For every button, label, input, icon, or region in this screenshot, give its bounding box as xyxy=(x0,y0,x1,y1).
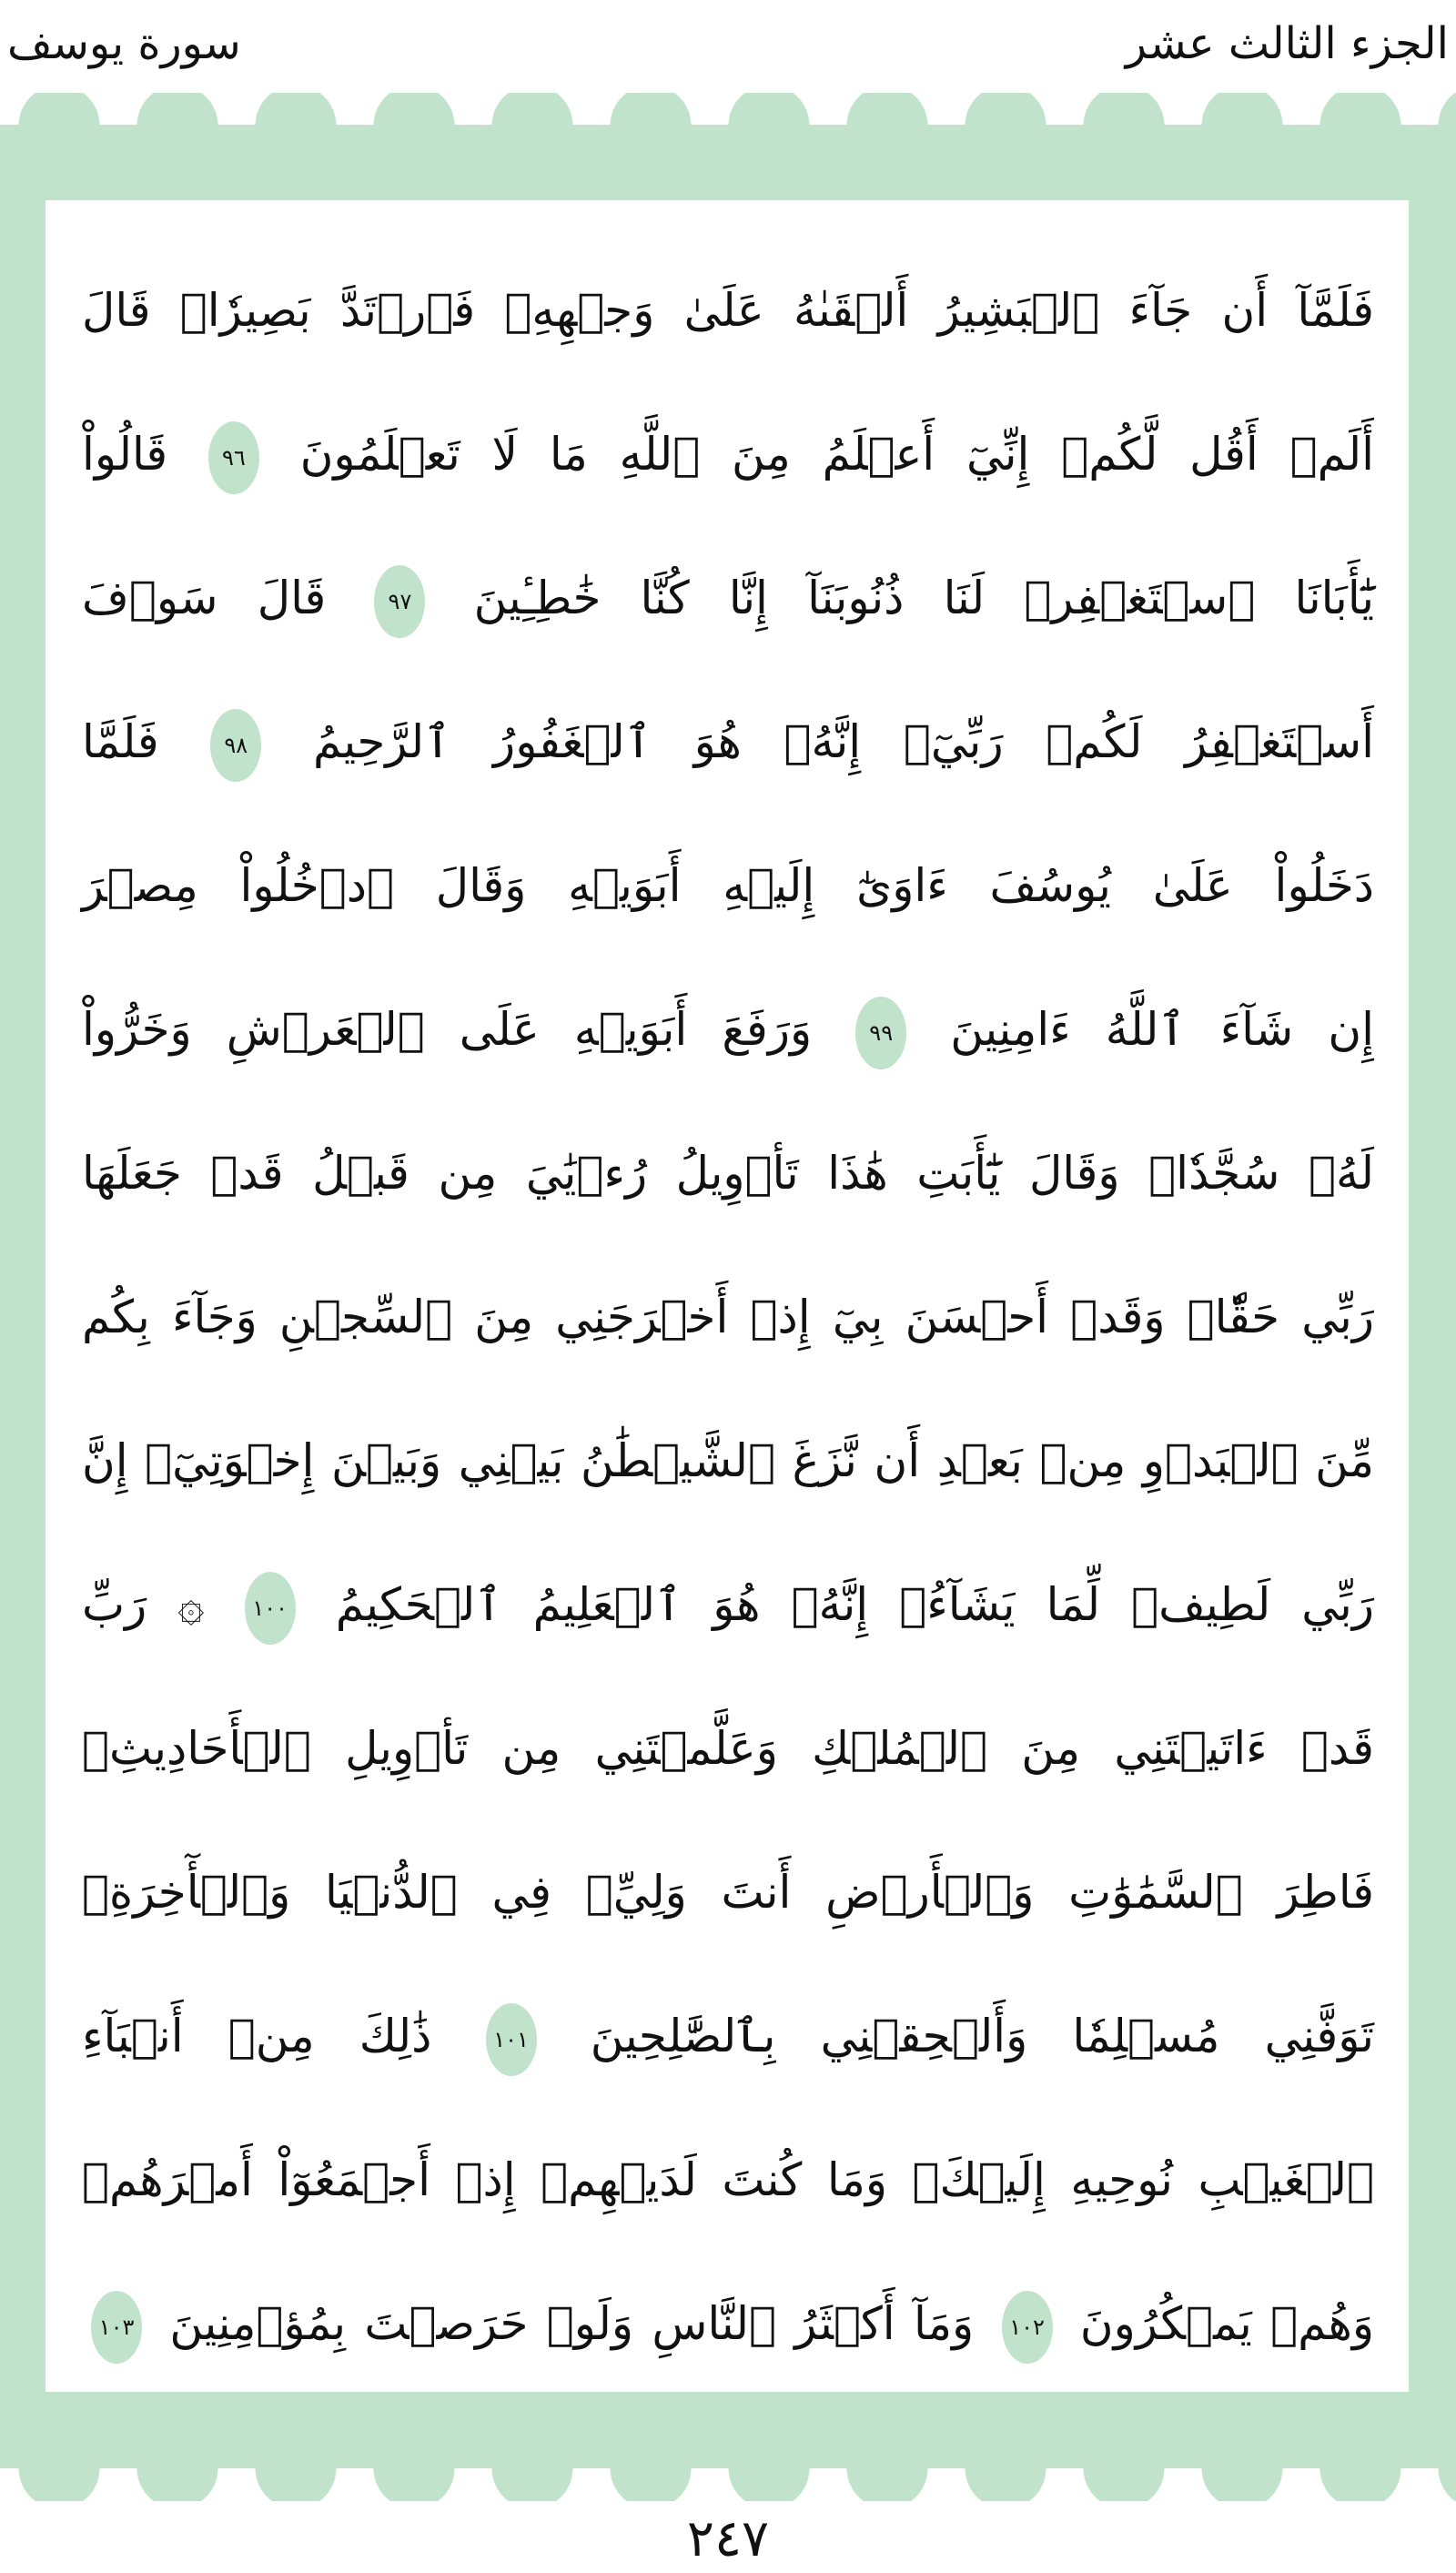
verse-text: تَوَفَّنِي مُسۡلِمٗا وَأَلۡحِقۡنِي بِٱلصَّٰلِحِينَ xyxy=(590,2010,1374,2062)
surah-title: سورة يوسف xyxy=(7,18,241,69)
text-line xyxy=(82,957,1374,1101)
text-line xyxy=(82,526,1374,670)
verse-text: أَلَمۡ أَقُل لَّكُمۡ إِنِّيٓ أَعۡلَمُ مِنَ ٱللَّهِ مَا لَا تَعۡلَمُونَ xyxy=(299,428,1374,481)
verse-text: أَسۡتَغۡفِرُ لَكُمۡ رَبِّيٓۖ إِنَّهُۥ هُوَ ٱلۡغَفُورُ ٱلرَّحِيمُ xyxy=(312,715,1374,768)
verse-text: ۞ رَبِّ xyxy=(82,1578,205,1631)
verse-text: يَٰٓأَبَانَا ٱسۡتَغۡفِرۡ لَنَا ذُنُوبَنَآ إِنَّا كُنَّا خَٰطِـِٔينَ xyxy=(473,572,1374,624)
verse-text: دَخَلُواْ عَلَىٰ يُوسُفَ ءَاوَىٰٓ إِلَيۡهِ أَبَوَيۡهِ وَقَالَ ٱدۡخُلُواْ مِصۡرَ xyxy=(82,859,1374,912)
verse-text: فَاطِرَ ٱلسَّمَٰوَٰتِ وَٱلۡأَرۡضِ أَنتَ وَلِيِّۦ فِي ٱلدُّنۡيَا وَٱلۡأٓخِرَةِۖ xyxy=(82,1866,1374,1919)
juz-title: الجزء الثالث عشر xyxy=(1125,18,1449,69)
text-line xyxy=(82,382,1374,526)
ayah-number-marker: ٩٦ xyxy=(208,421,259,494)
verse-text: مِّنَ ٱلۡبَدۡوِ مِنۢ بَعۡدِ أَن نَّزَغَ ٱلشَّيۡطَٰنُ بَيۡنِي وَبَيۡنَ إِخۡوَتِيٓۚ إِنَّ xyxy=(82,1434,1374,1487)
verse-text: فَلَمَّا xyxy=(82,715,159,768)
ayah-number-marker: ١٠٢ xyxy=(1002,2291,1053,2364)
verse-text: قَدۡ ءَاتَيۡتَنِي مِنَ ٱلۡمُلۡكِ وَعَلَّمۡتَنِي مِن تَأۡوِيلِ ٱلۡأَحَادِيثِۚ xyxy=(82,1722,1374,1775)
ayah-number-marker: ٩٩ xyxy=(855,997,906,1069)
text-line xyxy=(82,2252,1374,2396)
frame-top-ornament xyxy=(0,93,1456,126)
ayah-number-marker: ١٠٣ xyxy=(91,2291,142,2364)
verse-text: ذَٰلِكَ مِنۡ أَنۢبَآءِ xyxy=(82,2010,432,2062)
verse-text: قَالَ سَوۡفَ xyxy=(82,572,327,624)
ayah-number-marker: ٩٨ xyxy=(210,709,261,782)
text-line xyxy=(82,1533,1374,1677)
verse-text: رَبِّي لَطِيفٞ لِّمَا يَشَآءُۚ إِنَّهُۥ هُوَ ٱلۡعَلِيمُ ٱلۡحَكِيمُ xyxy=(335,1578,1374,1631)
page-number: ٢٤٧ xyxy=(686,2509,770,2568)
verse-text: لَهُۥ سُجَّدٗاۖ وَقَالَ يَٰٓأَبَتِ هَٰذَا تَأۡوِيلُ رُءۡيَٰيَ مِن قَبۡلُ قَدۡ جَعَلَهَا xyxy=(82,1147,1374,1200)
text-line xyxy=(82,1389,1374,1533)
ayah-number-marker: ١٠١ xyxy=(486,2003,537,2076)
verse-text: إِن شَآءَ ٱللَّهُ ءَامِنِينَ xyxy=(950,1003,1374,1056)
text-line xyxy=(82,1101,1374,1245)
text-line xyxy=(82,814,1374,957)
ayah-number-marker: ٩٧ xyxy=(374,565,425,638)
text-line xyxy=(82,670,1374,814)
ayah-number-marker: ١٠٠ xyxy=(245,1572,296,1645)
text-line xyxy=(82,238,1374,382)
verse-text: وَمَآ أَكۡثَرُ ٱلنَّاسِ وَلَوۡ حَرَصۡتَ بِمُؤۡمِنِينَ xyxy=(169,2297,975,2350)
verse-text: وَرَفَعَ أَبَوَيۡهِ عَلَى ٱلۡعَرۡشِ وَخَرُّواْ xyxy=(82,1003,813,1056)
text-line xyxy=(82,1964,1374,2108)
text-line xyxy=(82,1820,1374,1964)
verse-text: قَالُواْ xyxy=(82,428,168,481)
text-line xyxy=(82,1245,1374,1389)
verse-text: وَهُمۡ يَمۡكُرُونَ xyxy=(1079,2297,1374,2350)
text-line xyxy=(82,2108,1374,2252)
quran-text xyxy=(82,238,1374,2396)
verse-text: فَلَمَّآ أَن جَآءَ ٱلۡبَشِيرُ أَلۡقَىٰهُ عَلَىٰ وَجۡهِهِۦ فَٱرۡتَدَّ بَصِيرٗاۖ قَالَ xyxy=(82,284,1374,337)
verse-text: ٱلۡغَيۡبِ نُوحِيهِ إِلَيۡكَۖ وَمَا كُنتَ لَدَيۡهِمۡ إِذۡ أَجۡمَعُوٓاْ أَمۡرَهُمۡ xyxy=(82,2153,1374,2206)
frame-bottom-ornament xyxy=(0,2468,1456,2501)
text-line xyxy=(82,1677,1374,1820)
verse-text: رَبِّي حَقّٗاۖ وَقَدۡ أَحۡسَنَ بِيٓ إِذۡ أَخۡرَجَنِي مِنَ ٱلسِّجۡنِ وَجَآءَ بِكُم xyxy=(82,1291,1374,1343)
